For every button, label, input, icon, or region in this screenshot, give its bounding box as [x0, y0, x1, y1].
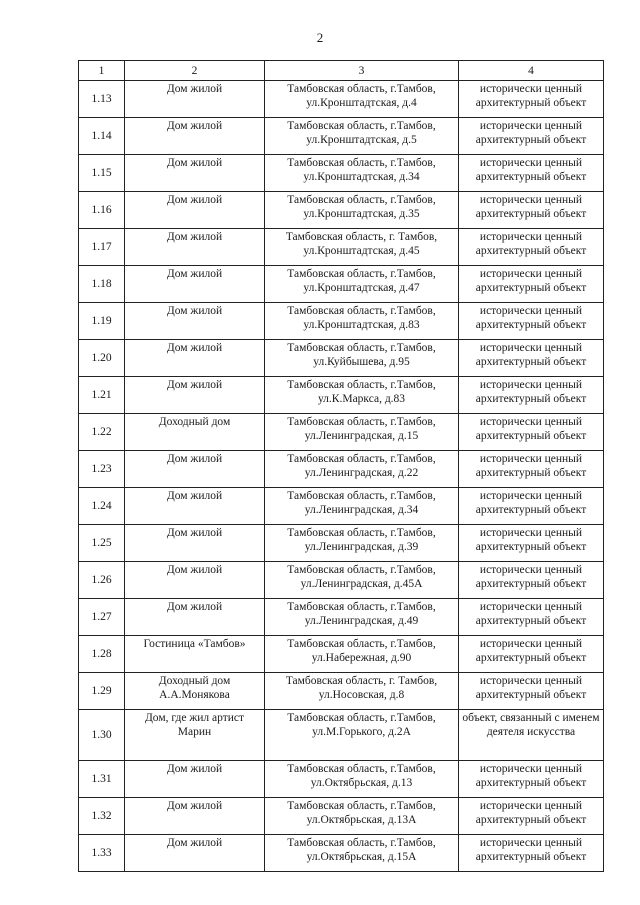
cell-address: Тамбовская область, г.Тамбов, ул.Кронштадтская, д.83: [265, 303, 459, 340]
cell-object-name: Доходный дом: [125, 414, 265, 451]
cell-address: Тамбовская область, г.Тамбов, ул.Ленинградская, д.15: [265, 414, 459, 451]
cell-object-name: Дом жилой: [125, 562, 265, 599]
column-header-address: 3: [265, 61, 459, 81]
table-row: [79, 562, 604, 599]
cell-category: исторически ценный архитектурный объект: [459, 155, 604, 192]
cell-category: исторически ценный архитектурный объект: [459, 192, 604, 229]
cell-object-name: Дом жилой: [125, 118, 265, 155]
cell-object-name: Дом жилой: [125, 798, 265, 835]
cell-number: 1.14: [79, 118, 125, 155]
cell-object-name: Дом жилой: [125, 488, 265, 525]
table-row: [79, 451, 604, 488]
cell-address: Тамбовская область, г.Тамбов, ул.Кронштадтская, д.5: [265, 118, 459, 155]
heritage-objects-table: [78, 60, 604, 872]
cell-category: исторически ценный архитектурный объект: [459, 673, 604, 710]
cell-number: 1.27: [79, 599, 125, 636]
cell-number: 1.21: [79, 377, 125, 414]
cell-category: исторически ценный архитектурный объект: [459, 761, 604, 798]
cell-address: Тамбовская область, г.Тамбов, ул.К.Маркса, д.83: [265, 377, 459, 414]
table-row: [79, 710, 604, 761]
page-number: 2: [316, 30, 324, 45]
cell-number: 1.26: [79, 562, 125, 599]
cell-address: Тамбовская область, г.Тамбов, ул.Набережная, д.90: [265, 636, 459, 673]
cell-address: Тамбовская область, г.Тамбов, ул.Ленинградская, д.39: [265, 525, 459, 562]
cell-category: исторически ценный архитектурный объект: [459, 414, 604, 451]
cell-address: Тамбовская область, г.Тамбов, ул.Кронштадтская, д.4: [265, 81, 459, 118]
cell-address: Тамбовская область, г.Тамбов, ул.Октябрьская, д.15А: [265, 835, 459, 872]
cell-category: исторически ценный архитектурный объект: [459, 835, 604, 872]
cell-category: исторически ценный архитектурный объект: [459, 798, 604, 835]
cell-number: 1.31: [79, 761, 125, 798]
cell-category: исторически ценный архитектурный объект: [459, 599, 604, 636]
cell-object-name: Дом жилой: [125, 377, 265, 414]
table-row: [79, 673, 604, 710]
cell-object-name: Дом жилой: [125, 155, 265, 192]
cell-category: исторически ценный архитектурный объект: [459, 377, 604, 414]
cell-address: Тамбовская область, г.Тамбов, ул.Ленинградская, д.49: [265, 599, 459, 636]
cell-object-name: Доходный дом А.А.Монякова: [125, 673, 265, 710]
cell-object-name: Дом жилой: [125, 525, 265, 562]
table-body: [79, 81, 604, 872]
table-row: [79, 377, 604, 414]
cell-number: 1.18: [79, 266, 125, 303]
cell-address: Тамбовская область, г.Тамбов, ул.Кронштадтская, д.34: [265, 155, 459, 192]
column-header-name: 2: [125, 61, 265, 81]
cell-address: Тамбовская область, г.Тамбов, ул.Кронштадтская, д.35: [265, 192, 459, 229]
cell-category: исторически ценный архитектурный объект: [459, 562, 604, 599]
cell-category: исторически ценный архитектурный объект: [459, 340, 604, 377]
cell-category: исторически ценный архитектурный объект: [459, 451, 604, 488]
cell-object-name: Дом жилой: [125, 81, 265, 118]
cell-number: 1.33: [79, 835, 125, 872]
cell-address: Тамбовская область, г.Тамбов, ул.Октябрьская, д.13: [265, 761, 459, 798]
cell-object-name: Дом жилой: [125, 599, 265, 636]
cell-address: Тамбовская область, г.Тамбов, ул.Ленинградская, д.45А: [265, 562, 459, 599]
cell-number: 1.19: [79, 303, 125, 340]
cell-number: 1.24: [79, 488, 125, 525]
cell-object-name: Гостиница «Тамбов»: [125, 636, 265, 673]
cell-number: 1.23: [79, 451, 125, 488]
cell-address: Тамбовская область, г. Тамбов, ул.Носовская, д.8: [265, 673, 459, 710]
table-row: [79, 81, 604, 118]
cell-address: Тамбовская область, г.Тамбов, ул.Куйбышева, д.95: [265, 340, 459, 377]
cell-object-name: Дом жилой: [125, 835, 265, 872]
table-row: [79, 192, 604, 229]
cell-object-name: Дом жилой: [125, 451, 265, 488]
column-header-category: 4: [459, 61, 604, 81]
cell-number: 1.28: [79, 636, 125, 673]
cell-address: Тамбовская область, г.Тамбов, ул.Ленинградская, д.22: [265, 451, 459, 488]
cell-number: 1.29: [79, 673, 125, 710]
cell-address: Тамбовская область, г.Тамбов, ул.М.Горького, д.2А: [265, 710, 459, 761]
table-row: [79, 525, 604, 562]
cell-object-name: Дом жилой: [125, 192, 265, 229]
table-row: [79, 599, 604, 636]
cell-object-name: Дом жилой: [125, 761, 265, 798]
cell-number: 1.15: [79, 155, 125, 192]
cell-category: исторически ценный архитектурный объект: [459, 266, 604, 303]
cell-number: 1.20: [79, 340, 125, 377]
cell-number: 1.32: [79, 798, 125, 835]
cell-object-name: Дом жилой: [125, 303, 265, 340]
cell-address: Тамбовская область, г.Тамбов, ул.Октябрьская, д.13А: [265, 798, 459, 835]
cell-category: исторически ценный архитектурный объект: [459, 229, 604, 266]
cell-object-name: Дом жилой: [125, 340, 265, 377]
cell-category: исторически ценный архитектурный объект: [459, 525, 604, 562]
cell-category: исторически ценный архитектурный объект: [459, 488, 604, 525]
table-row: [79, 761, 604, 798]
cell-object-name: Дом жилой: [125, 229, 265, 266]
column-header-number: 1: [79, 61, 125, 81]
cell-number: 1.16: [79, 192, 125, 229]
table-row: [79, 798, 604, 835]
cell-category: объект, связанный с именем деятеля искусства: [459, 710, 604, 761]
table-row: [79, 118, 604, 155]
table-row: [79, 488, 604, 525]
table-row: [79, 303, 604, 340]
cell-category: исторически ценный архитектурный объект: [459, 118, 604, 155]
cell-number: 1.17: [79, 229, 125, 266]
cell-category: исторически ценный архитектурный объект: [459, 303, 604, 340]
cell-object-name: Дом, где жил артист Марин: [125, 710, 265, 761]
cell-number: 1.22: [79, 414, 125, 451]
cell-category: исторически ценный архитектурный объект: [459, 81, 604, 118]
cell-category: исторически ценный архитектурный объект: [459, 636, 604, 673]
table-row: [79, 340, 604, 377]
table-row: [79, 835, 604, 872]
table-row: [79, 266, 604, 303]
cell-number: 1.30: [79, 710, 125, 761]
table-row: [79, 229, 604, 266]
cell-number: 1.13: [79, 81, 125, 118]
table-row: [79, 155, 604, 192]
cell-address: Тамбовская область, г.Тамбов, ул.Кронштадтская, д.47: [265, 266, 459, 303]
cell-object-name: Дом жилой: [125, 266, 265, 303]
table-header-row: [79, 61, 604, 81]
cell-address: Тамбовская область, г.Тамбов, ул.Ленинградская, д.34: [265, 488, 459, 525]
cell-number: 1.25: [79, 525, 125, 562]
table-row: [79, 414, 604, 451]
cell-address: Тамбовская область, г. Тамбов, ул.Кронштадтская, д.45: [265, 229, 459, 266]
table-row: [79, 636, 604, 673]
